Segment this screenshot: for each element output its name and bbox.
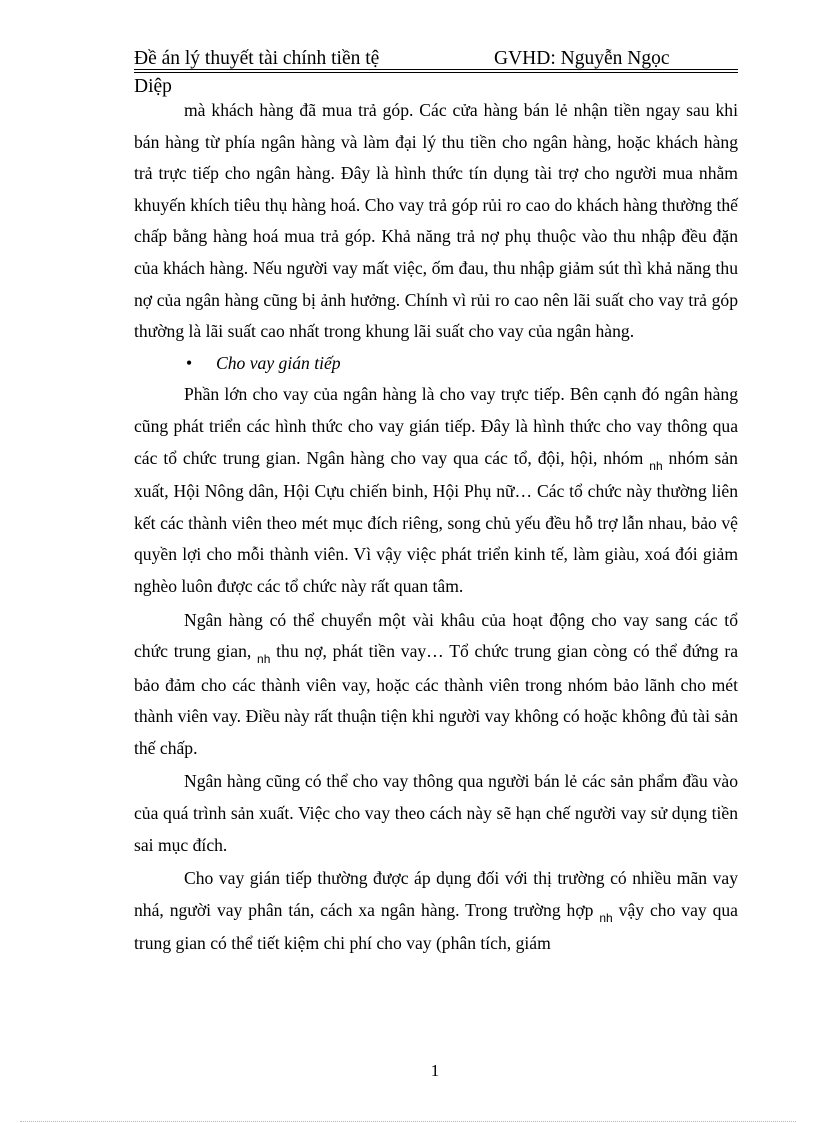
- bullet-heading: Cho vay gián tiếp: [216, 352, 341, 373]
- nh-fragment: nh: [599, 910, 613, 925]
- bullet-item: [134, 348, 738, 380]
- paragraph-2-start: Phần lớn cho vay của ngân hàng là cho vay trực tiếp. Bên cạnh đó ngân hàng cũng phát triển các hình thức cho vay gián tiếp. Đây là hình thức cho vay thông qua các tổ chức trung gian. Ngân hàng cho vay qua các tổ, đội, hội, nhóm: [134, 384, 738, 468]
- paragraph-5: [134, 863, 738, 960]
- nh-fragment: nh: [649, 458, 663, 473]
- header-advisor: GVHD: Nguyễn Ngọc: [494, 48, 670, 69]
- header-rule-bottom: [134, 72, 738, 73]
- paragraph-3: [134, 605, 738, 765]
- bullet-marker: •: [186, 352, 193, 373]
- paragraph-1: mà khách hàng đã mua trả góp. Các cửa hàng bán lẻ nhận tiền ngay sau khi bán hàng từ phía ngân hàng và làm đại lý thu tiền cho ngân hàng, hoặc khách hàng trả trực tiếp cho ngân hàng. Đây là hình thức tín dụng tài trợ cho người mua nhằm khuyến khích tiêu thụ hàng hoá. Cho vay trả góp rủi ro cao do khách hàng thường thế chấp bằng hàng hoá mua trả góp. Khả năng trả nợ phụ thuộc vào thu nhập đều đặn của khách hàng. Nếu người vay mất việc, ốm đau, thu nhập giảm sút thì khả năng thu nợ của ngân hàng cũng bị ảnh hưởng. Chính vì rủi ro cao nên lãi suất cho vay trả góp thường là lãi suất cao nhất trong khung lãi suất cho vay của ngân hàng.: [134, 100, 738, 342]
- paragraph-4: Ngân hàng cũng có thể cho vay thông qua người bán lẻ các sản phẩm đầu vào của quá trình sản xuất. Việc cho vay theo cách này sẽ hạn chế người vay sử dụng tiền sai mục đích.: [134, 771, 738, 855]
- nh-fragment: nh: [257, 652, 271, 667]
- paragraph-5-end: vậy cho vay qua trung gian có thể tiết kiệm chi phí cho vay (phân tích, giám: [134, 899, 738, 954]
- page-bottom-border: [20, 1121, 796, 1122]
- paragraph-2-end: nhóm sản xuất, Hội Nông dân, Hội Cựu chiến binh, Hội Phụ nữ… Các tổ chức này thường liên kết các thành viên theo mét mục đích riêng, song chủ yếu đều hỗ trợ lẫn nhau, bảo vệ quyền lợi cho mỗi thành viên. Vì vậy việc phát triển kinh tế, làm giàu, xoá đói giảm nghèo luôn được các tổ chức này rất quan tâm.: [134, 447, 738, 596]
- paragraph-3-end: thu nợ, phát tiền vay… Tổ chức trung gian còng có thể đứng ra bảo đảm cho các thành viên vay, hoặc các thành viên trong nhóm bảo lãnh cho mét thành viên vay. Điều này rất thuận tiện khi người vay không có hoặc không đủ tài sản thế chấp.: [134, 641, 738, 758]
- page-number: 1: [430, 1061, 440, 1080]
- paragraph-5-start: Cho vay gián tiếp thường được áp dụng đối với thị trường có nhiều mãn vay nhá, người vay phân tán, cách xa ngân hàng. Trong trường hợp: [134, 868, 738, 920]
- document-body: [134, 95, 738, 960]
- header-title: Đề án lý thuyết tài chính tiền tệ: [134, 48, 380, 69]
- paragraph-2: [134, 379, 738, 602]
- header-rule-top: [134, 69, 738, 70]
- header-advisor-continuation: Diệp: [134, 76, 172, 97]
- paragraph-3-start: Ngân hàng có thể chuyển một vài khâu của hoạt động cho vay sang các tổ chức trung gian,: [134, 609, 738, 662]
